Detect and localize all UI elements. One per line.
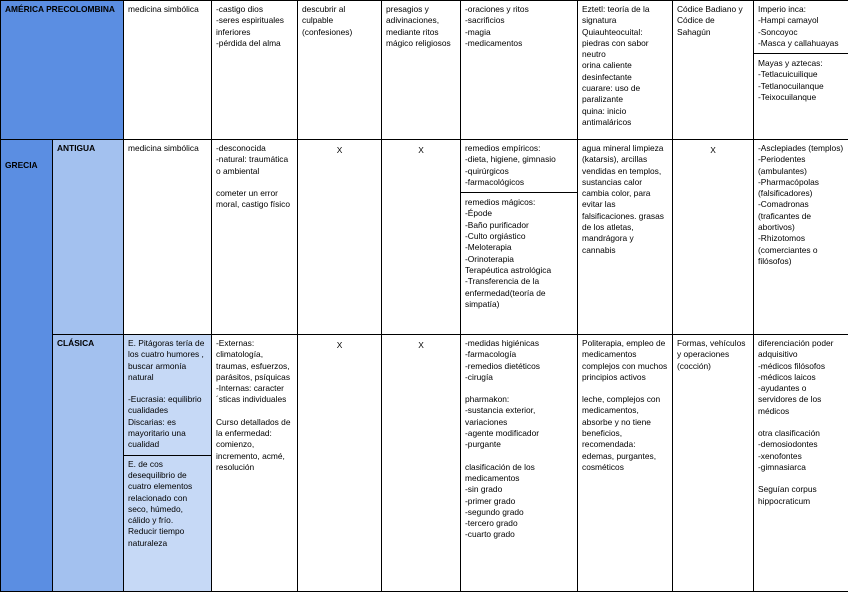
practitioners-text: -Asclepiades (templos) -Periodentes (ambulantes) -Pharmacópolas (falsificadores) -Comadronas (traficantes de abortivos) -Rhizotomos (comerciantes o filósofos) [758,143,844,266]
table-row [1,140,848,335]
treatment-text: remedios empíricos: -dieta, higiene, gimnasio -quirúrgicos -farmacológicos [465,143,556,187]
practitioners-cell [754,335,848,592]
medicine-text: medicina simbólica [128,4,199,14]
prognosis-mark: X [418,340,424,350]
practitioners-text-2: Mayas y aztecas: -Tetlacuicuilique -Tetlanocuilanque -Teixocuilanque [754,53,848,103]
medicine-text: E. Pitágoras tería de los cuatro humores , buscar armonía natural [128,338,205,382]
region-label: AMÉRICA PRECOLOMBINA [5,4,115,14]
prognosis-cell [382,335,461,592]
sources-cell [673,1,754,140]
cause-text-2: Curso detallados de la enfermedad: comienzo, incremento, acmé, resolución [216,416,291,472]
remedies-text: agua mineral limpieza (katarsis), arcillas vendidas en templos, sustancias calor cambia color, para evitar las falsificaciones. grasas de los atletas, mandrágora y cannabis [582,143,664,255]
treatment-text-2: remedios mágicos: -Épode -Baño purificador -Culto orgiástico -Meloterapia -Orinoterapia Terapéutica astrológica -Transferencia de la enfermedad(teoría de simpatía) [461,192,577,310]
medicine-text: medicina simbólica [128,143,199,153]
prognosis-mark: X [418,145,424,155]
diagnosis-cell [298,335,382,592]
sources-cell [673,335,754,592]
treatment-cell [461,140,578,335]
diagnosis-cell [298,140,382,335]
sources-text: Formas, vehículos y operaciones (cocción) [677,338,746,371]
treatment-cell [461,335,578,592]
region-cell [1,140,53,592]
diagnosis-text: descubrir al culpable (confesiones) [302,4,353,37]
sources-cell [673,140,754,335]
treatment-text-2: pharmakon: -sustancia exterior, variaciones -agente modificador -purgante [465,394,540,450]
cause-cell [212,140,298,335]
medicine-text-3: E. de cos desequilibrio de cuatro elementos relacionado con seco, húmedo, cálido y frío. Reducir tiempo naturaleza [124,455,211,551]
cause-cell [212,1,298,140]
medicine-cell [124,335,212,592]
period-cell [53,335,124,592]
medicine-text-2: -Eucrasia: equilibrio cualidades Discarias: es mayoritario una cualidad [128,394,202,450]
cause-text: -desconocida -natural: traumática o ambiental [216,143,289,176]
cause-cell [212,335,298,592]
prognosis-cell [382,140,461,335]
period-cell [53,140,124,335]
remedies-cell [578,335,673,592]
period-label: ANTIGUA [57,143,96,153]
sources-mark: X [710,145,716,155]
prognosis-cell [382,1,461,140]
remedies-cell [578,140,673,335]
practitioners-text: diferenciación poder adquisitivo -médicos filósofos -médicos laicos -ayudantes o servidores de los médicos [758,338,834,416]
practitioners-text-2: otra clasificación -demosiodontes -xenofontes -gimnasiarca [758,428,820,472]
treatment-text: -oraciones y ritos -sacrificios -magia -medicamentos [465,4,529,48]
treatment-cell [461,1,578,140]
diagnosis-cell [298,1,382,140]
cause-text: -castigo dios -seres espirituales inferiores -pérdida del alma [216,4,284,48]
remedies-text: Eztetl: teoría de la signatura Quiauhteocuital: piedras con sabor neutro orina caliente desinfectante cuarare: uso de paralizante quina: inicio antimaláricos [582,4,650,127]
remedies-text: Politerapia, empleo de medicamentos complejos con muchos principios activos [582,338,668,382]
region-label: GRECIA [5,160,38,170]
medicine-cell [124,1,212,140]
region-cell [1,1,124,140]
diagnosis-mark: X [336,340,343,350]
cause-text: -Externas: climatología, traumas, esfuerzos, parásitos, psíquicas -Internas: caracter´sticas individuales [216,338,291,405]
remedies-cell [578,1,673,140]
remedies-text-2: leche, complejos con medicamentos, absorbe y no tiene beneficios, recomendada: edemas, purgantes, cosméticos [582,394,661,472]
practitioners-text-3: Seguían corpus hippocraticum [758,484,817,506]
period-label: CLÁSICA [57,338,95,348]
diagnosis-mark: X [336,145,343,155]
treatment-text-3: clasificación de los medicamentos -sin grado -primer grado -segundo grado -tercero grado -cuarto grado [465,461,535,540]
cause-text-2: cometer un error moral, castigo físico [216,187,291,210]
medicine-cell [124,140,212,335]
practitioners-text: Imperio inca: -Hampi camayol -Soncoyoc -Masca y callahuayas [758,4,839,48]
practitioners-cell [754,140,848,335]
sources-text: Códice Badiano y Códice de Sahagún [677,4,743,37]
prognosis-text: presagios y adivinaciones, mediante ritos mágico religiosos [386,4,451,48]
table-row [1,335,848,592]
treatment-text: -medidas higiénicas -farmacología -remedios dietéticos -cirugía [465,338,540,382]
practitioners-cell [754,1,848,140]
table-row [1,1,848,140]
